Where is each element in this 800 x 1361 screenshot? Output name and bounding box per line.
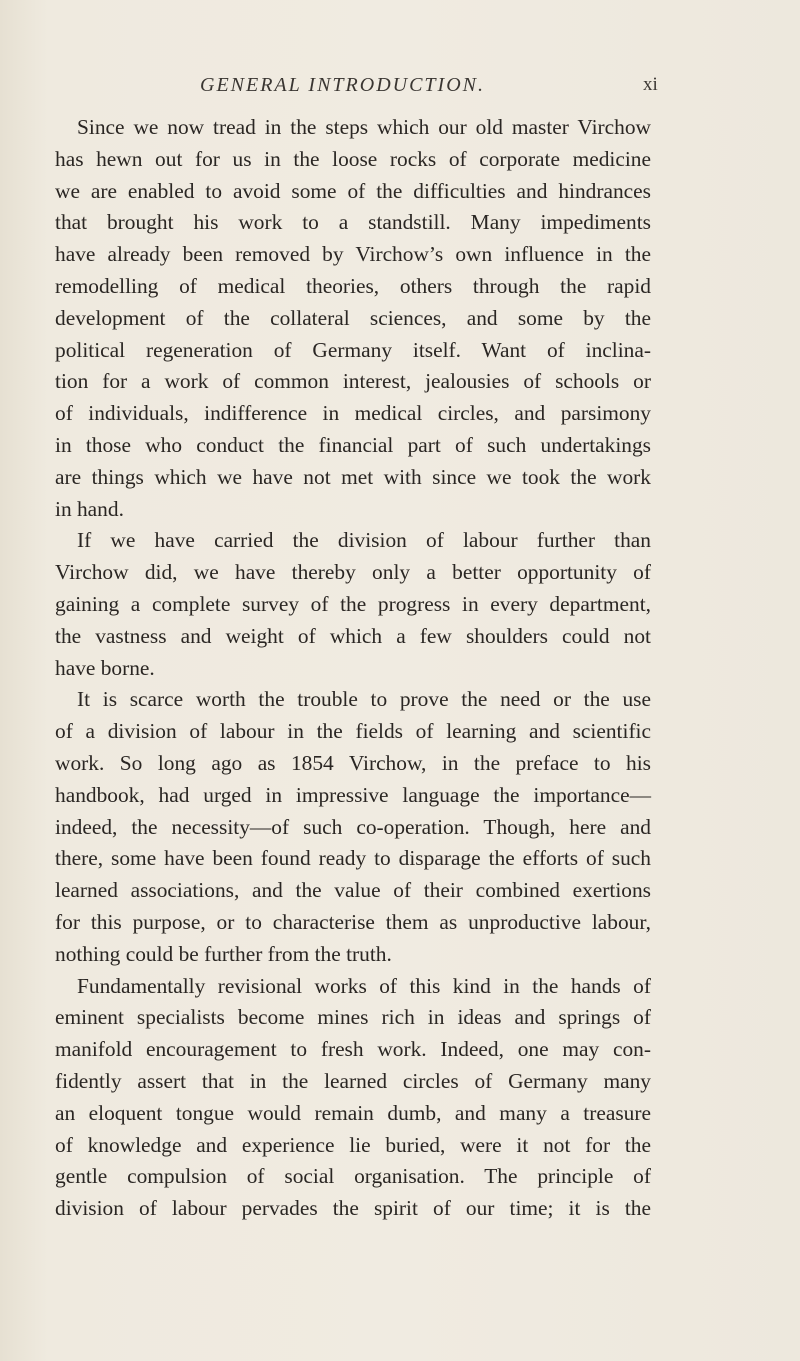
text-line: have borne. xyxy=(55,655,155,680)
text-line: political regeneration of Germany itself. Want of inclina- xyxy=(55,337,651,362)
text-line: development of the collateral sciences, and some by the xyxy=(55,305,651,330)
text-line: remodelling of medical theories, others through the rapid xyxy=(55,273,651,298)
text-line: there, some have been found ready to disparage the efforts of such xyxy=(55,846,651,871)
text-line: Fundamentally revisional works of this kind in the hands of xyxy=(77,973,651,998)
text-line: gaining a complete survey of the progress in every department, xyxy=(55,591,651,616)
text-line: have already been removed by Virchow’s own influence in the xyxy=(55,242,651,267)
text-line: learned associations, and the value of their combined exertions xyxy=(55,878,651,903)
text-line: manifold encouragement to fresh work. Indeed, one may con- xyxy=(55,1037,651,1062)
text-line: has hewn out for us in the loose rocks of corporate medicine xyxy=(55,146,651,171)
page-number: xi xyxy=(643,74,658,95)
text-line: of knowledge and experience lie buried, were it not for the xyxy=(55,1132,651,1157)
text-line: the vastness and weight of which a few shoulders could not xyxy=(55,623,651,648)
text-line: indeed, the necessity—of such co-operation. Though, here and xyxy=(55,814,651,839)
text-line: gentle compulsion of social organisation. The principle of xyxy=(55,1164,651,1189)
text-line: It is scarce worth the trouble to prove the need or the use xyxy=(77,687,651,712)
text-line: in hand. xyxy=(55,496,124,521)
text-line: work. So long ago as 1854 Virchow, in the preface to his xyxy=(55,750,651,775)
text-line: Virchow did, we have thereby only a better opportunity of xyxy=(55,560,651,585)
body-text xyxy=(55,112,651,1225)
text-line: nothing could be further from the truth. xyxy=(55,941,392,966)
text-line: for this purpose, or to characterise them as unproductive labour, xyxy=(55,909,651,934)
text-line: division of labour pervades the spirit of our time; it is the xyxy=(55,1196,651,1221)
text-line: in those who conduct the financial part of such undertakings xyxy=(55,432,651,457)
text-line: an eloquent tongue would remain dumb, and many a treasure xyxy=(55,1100,651,1125)
text-line: handbook, had urged in impressive language the importance— xyxy=(55,782,651,807)
text-line: of a division of labour in the fields of learning and scientific xyxy=(55,719,651,744)
text-line: that brought his work to a standstill. Many impediments xyxy=(55,210,651,235)
text-line: we are enabled to avoid some of the difficulties and hindrances xyxy=(55,178,651,203)
running-head: GENERAL INTRODUCTION. xyxy=(200,74,485,96)
text-line: fidently assert that in the learned circles of Germany many xyxy=(55,1068,651,1093)
text-line: If we have carried the division of labour further than xyxy=(77,528,651,553)
text-line: eminent specialists become mines rich in ideas and springs of xyxy=(55,1005,651,1030)
text-line: Since we now tread in the steps which our old master Virchow xyxy=(77,115,651,139)
text-line: tion for a work of common interest, jealousies of schools or xyxy=(55,369,651,394)
text-line: of individuals, indifference in medical circles, and parsimony xyxy=(55,401,651,426)
text-line: are things which we have not met with since we took the work xyxy=(55,464,651,489)
